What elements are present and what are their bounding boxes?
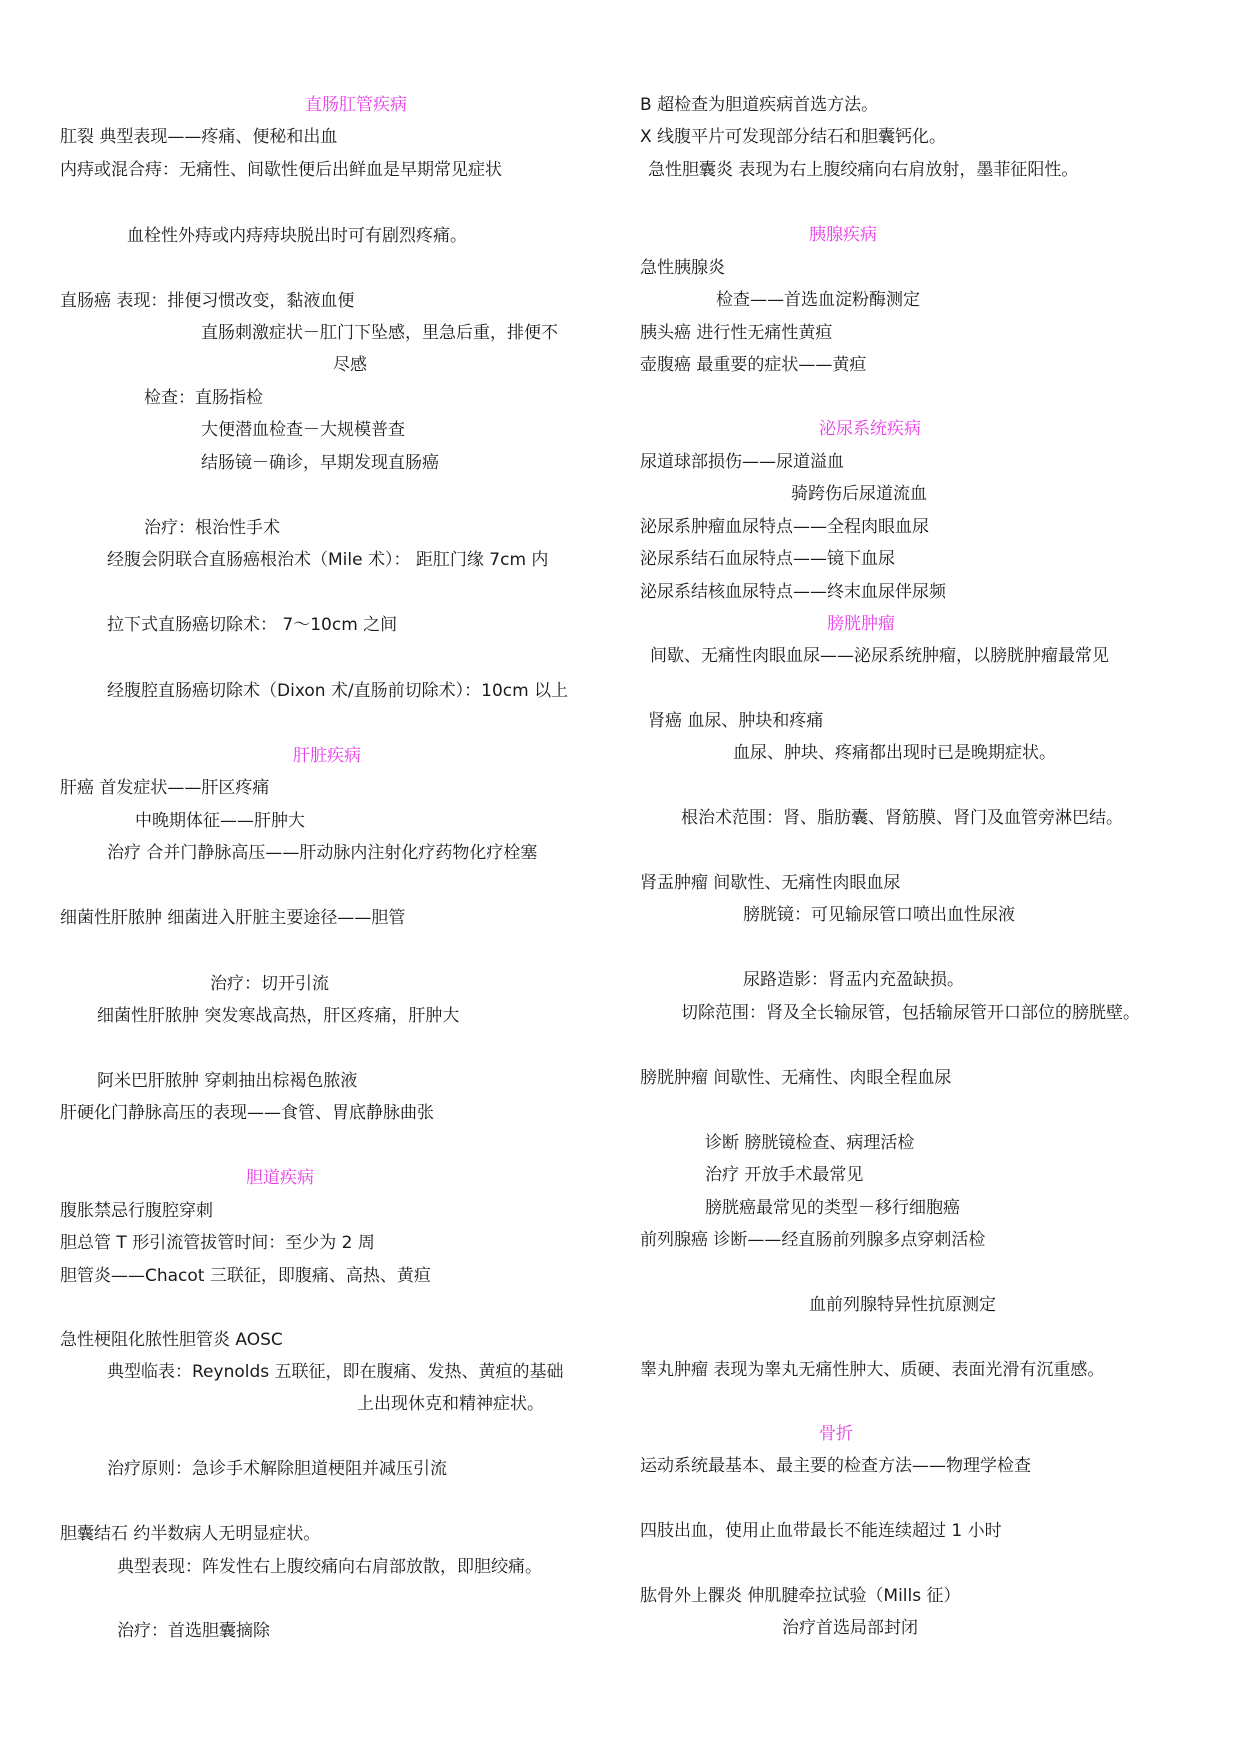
text-line: 四肢出血，使用止血带最长不能连续超过 1 小时 — [640, 1521, 1002, 1541]
text-line: 细菌性肝脓肿 细菌进入肝脏主要途径——胆管 — [60, 908, 406, 928]
text-line: 治疗 开放手术最常见 — [705, 1165, 864, 1185]
text-line: 检查——首选血淀粉酶测定 — [716, 290, 920, 310]
section-heading-bladder-tumor: 膀胱肿瘤 — [827, 614, 895, 634]
text-line: 急性胆囊炎 表现为右上腹绞痛向右肩放射，墨菲征阳性。 — [648, 160, 1079, 180]
text-line: 胆囊结石 约半数病人无明显症状。 — [60, 1524, 321, 1544]
text-line: 肝癌 首发症状——肝区疼痛 — [60, 778, 270, 798]
text-line: 泌尿系结核血尿特点——终末血尿伴尿频 — [640, 582, 946, 602]
text-line: 直肠刺激症状－肛门下坠感，里急后重，排便不 — [201, 323, 558, 343]
text-line: 骑跨伤后尿道流血 — [791, 484, 927, 504]
text-line: 直肠癌 表现：排便习惯改变，黏液血便 — [60, 291, 355, 311]
text-line: 胆管炎——Chacot 三联征，即腹痛、高热、黄疸 — [60, 1266, 431, 1286]
text-line: 肾盂肿瘤 间歇性、无痛性肉眼血尿 — [640, 873, 901, 893]
text-line: 泌尿系结石血尿特点——镜下血尿 — [640, 549, 895, 569]
text-line: 急性胰腺炎 — [640, 258, 725, 278]
text-line: 经腹会阴联合直肠癌根治术（Mile 术）： 距肛门缘 7cm 内 — [107, 550, 549, 570]
text-line: 膀胱镜：可见输尿管口喷出血性尿液 — [743, 905, 1015, 925]
text-line: 检查：直肠指检 — [144, 388, 263, 408]
text-line: 典型临表：Reynolds 五联征，即在腹痛、发热、黄疸的基础 — [107, 1362, 564, 1382]
text-line: X 线腹平片可发现部分结石和胆囊钙化。 — [640, 127, 947, 147]
text-line: 中晚期体征——肝肿大 — [135, 811, 305, 831]
text-line: 腹胀禁忌行腹腔穿刺 — [60, 1201, 213, 1221]
text-line: 血前列腺特异性抗原测定 — [809, 1295, 996, 1315]
text-line: 胆总管 T 形引流管拔管时间：至少为 2 周 — [60, 1233, 375, 1253]
text-line: 睾丸肿瘤 表现为睾丸无痛性肿大、质硬、表面光滑有沉重感。 — [640, 1360, 1105, 1380]
section-heading-biliary: 胆道疾病 — [246, 1168, 314, 1188]
text-line: 阿米巴肝脓肿 穿刺抽出棕褐色脓液 — [97, 1071, 358, 1091]
text-line: 治疗：根治性手术 — [144, 518, 280, 538]
text-line: 内痔或混合痔：无痛性、间歇性便后出鲜血是早期常见症状 — [60, 160, 502, 180]
text-line: 急性梗阻化脓性胆管炎 AOSC — [60, 1330, 283, 1350]
section-heading-pancreas: 胰腺疾病 — [809, 225, 877, 245]
text-line: 肛裂 典型表现——疼痛、便秘和出血 — [60, 127, 338, 147]
text-line: 典型表现：阵发性右上腹绞痛向右肩部放散，即胆绞痛。 — [117, 1557, 542, 1577]
text-line: 尿路造影：肾盂内充盈缺损。 — [743, 970, 964, 990]
text-line: 运动系统最基本、最主要的检查方法——物理学检查 — [640, 1456, 1031, 1476]
section-heading-rectal-anal: 直肠肛管疾病 — [305, 95, 407, 115]
text-line: 治疗首选局部封闭 — [782, 1618, 918, 1638]
text-line: 尽感 — [333, 355, 367, 375]
text-line: 治疗：切开引流 — [210, 974, 329, 994]
text-line: 根治术范围：肾、脂肪囊、肾筋膜、肾门及血管旁淋巴结。 — [681, 808, 1123, 828]
text-line: 胰头癌 进行性无痛性黄疸 — [640, 323, 833, 343]
text-line: 间歇、无痛性肉眼血尿——泌尿系统肿瘤，以膀胱肿瘤最常见 — [650, 646, 1109, 666]
text-line: B 超检查为胆道疾病首选方法。 — [640, 95, 879, 115]
text-line: 膀胱癌最常见的类型－移行细胞癌 — [705, 1198, 960, 1218]
text-line: 壶腹癌 最重要的症状——黄疸 — [640, 355, 867, 375]
text-line: 肝硬化门静脉高压的表现——食管、胃底静脉曲张 — [60, 1103, 434, 1123]
text-line: 细菌性肝脓肿 突发寒战高热，肝区疼痛，肝肿大 — [97, 1006, 460, 1026]
section-heading-liver: 肝脏疾病 — [293, 746, 361, 766]
text-line: 切除范围：肾及全长输尿管，包括输尿管开口部位的膀胱壁。 — [681, 1003, 1140, 1023]
text-line: 治疗原则：急诊手术解除胆道梗阻并减压引流 — [107, 1459, 447, 1479]
text-line: 尿道球部损伤——尿道溢血 — [640, 452, 844, 472]
text-line: 经腹腔直肠癌切除术（Dixon 术/直肠前切除术）：10cm 以上 — [107, 681, 569, 701]
text-line: 诊断 膀胱镜检查、病理活检 — [705, 1133, 915, 1153]
text-line: 肱骨外上髁炎 伸肌腱牵拉试验（Mills 征） — [640, 1586, 961, 1606]
text-line: 膀胱肿瘤 间歇性、无痛性、肉眼全程血尿 — [640, 1068, 952, 1088]
text-line: 泌尿系肿瘤血尿特点——全程肉眼血尿 — [640, 517, 929, 537]
text-line: 治疗 合并门静脉高压——肝动脉内注射化疗药物化疗栓塞 — [107, 843, 538, 863]
text-line: 血尿、肿块、疼痛都出现时已是晚期症状。 — [733, 743, 1056, 763]
text-line: 前列腺癌 诊断——经直肠前列腺多点穿刺活检 — [640, 1230, 986, 1250]
section-heading-urology: 泌尿系统疾病 — [819, 419, 921, 439]
text-line: 治疗：首选胆囊摘除 — [117, 1621, 270, 1641]
text-line: 上出现休克和精神症状。 — [357, 1394, 544, 1414]
text-line: 结肠镜－确诊，早期发现直肠癌 — [201, 453, 439, 473]
text-line: 大便潜血检查－大规模普查 — [201, 420, 405, 440]
section-heading-fracture: 骨折 — [819, 1424, 853, 1444]
text-line: 血栓性外痔或内痔痔块脱出时可有剧烈疼痛。 — [127, 226, 467, 246]
text-line: 拉下式直肠癌切除术： 7～10cm 之间 — [107, 615, 398, 635]
text-line: 肾癌 血尿、肿块和疼痛 — [648, 711, 824, 731]
